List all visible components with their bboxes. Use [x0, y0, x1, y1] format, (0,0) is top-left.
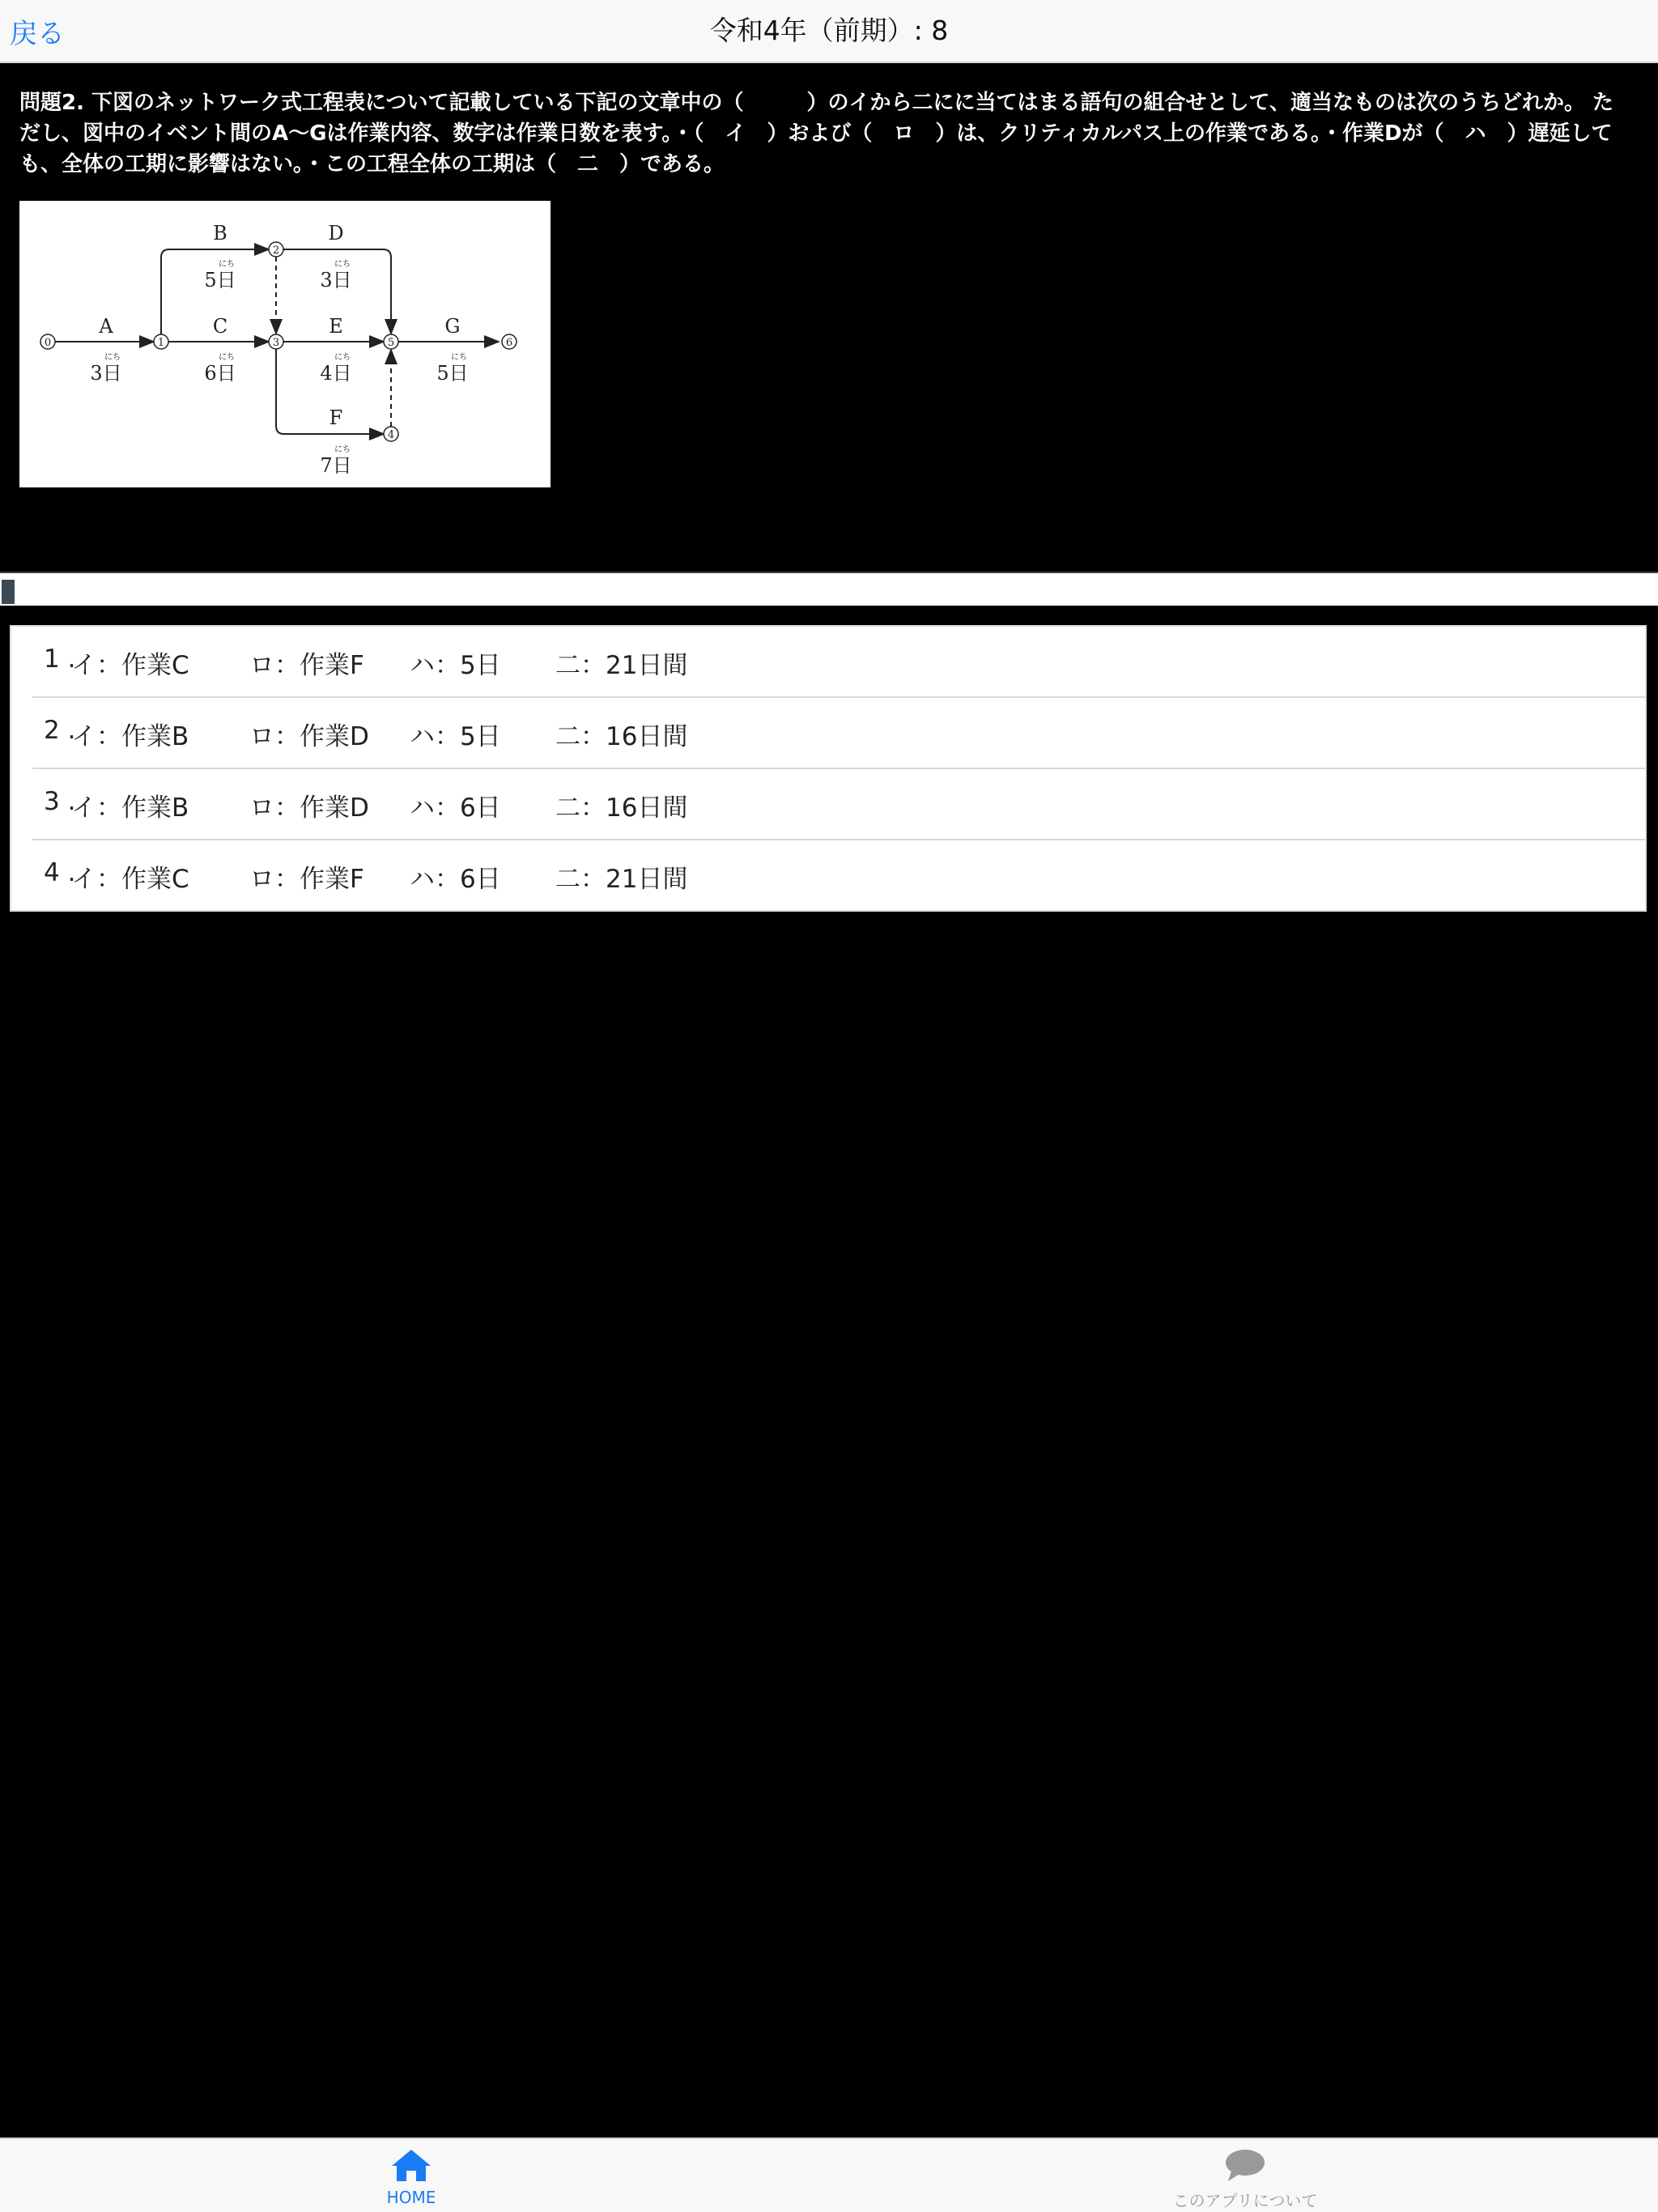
activity-d-days: 3日: [320, 269, 352, 291]
activity-c-label: C: [212, 315, 228, 338]
node-1-label: 1: [157, 337, 165, 349]
question-text: 問題2. 下図のネットワーク式工程表について記載している下記の文章中の（ ）のイから二にに当てはまる語句の組合せとして、適当なものは次のうちどれか。 ただし、図中のイベント間のA～Gは作業内容、数字は作業日数を表す。・（ イ ）および（ ロ ）は、クリティカルパス上の作業である。・作業Dが（ ハ ）遅延しても、全体の工期に影響はない。・この工程全体の工期は（ 二 ）である。: [19, 91, 1614, 177]
activity-a-days: 3日: [90, 362, 122, 385]
choice-number: 1 .: [44, 644, 76, 674]
activity-c-days: 6日: [204, 362, 236, 385]
choice-number: 4 .: [44, 858, 76, 887]
ruby-d: にち: [334, 260, 351, 269]
activity-f-label: F: [329, 406, 343, 429]
choice-i: イ：作業B: [71, 793, 189, 823]
activity-f-days: 7日: [320, 454, 352, 477]
choice-ro: ロ：作業F: [249, 865, 364, 894]
tab-bar: [0, 2138, 1658, 2212]
tab-about-label: このアプリについて: [1172, 2191, 1318, 2210]
node-4-label: 4: [387, 429, 395, 441]
choice-4[interactable]: [32, 840, 1645, 910]
choice-3[interactable]: [32, 769, 1645, 840]
choice-list: [10, 625, 1647, 912]
ruby-b: にち: [219, 260, 235, 269]
chat-bubble-icon: [1223, 2147, 1267, 2183]
activity-e-label: E: [329, 315, 343, 338]
activity-g-days: 5日: [436, 362, 469, 385]
choice-i: イ：作業C: [71, 865, 189, 894]
choice-ni: 二：16日間: [555, 722, 688, 751]
ruby-e: にち: [334, 353, 351, 362]
ruby-g: にち: [451, 353, 467, 362]
home-icon: [389, 2147, 433, 2183]
choice-ni: 二：21日間: [555, 651, 688, 680]
choice-ha: ハ：5日: [410, 651, 501, 680]
network-diagram: [19, 201, 551, 487]
nav-bar: [0, 0, 1658, 63]
node-0-label: 0: [44, 337, 52, 349]
choice-2[interactable]: [32, 698, 1645, 769]
node-3-label: 3: [272, 337, 280, 349]
choice-number: 3 .: [44, 787, 76, 816]
activity-b-days: 5日: [204, 269, 236, 291]
activity-g-label: G: [444, 315, 461, 338]
choice-ro: ロ：作業F: [249, 651, 364, 680]
answer-input-bar[interactable]: [0, 572, 1658, 606]
page-title: 令和4年（前期）: 8: [709, 15, 949, 46]
activity-a-label: A: [99, 315, 113, 338]
choice-ro: ロ：作業D: [249, 722, 369, 751]
choice-i: イ：作業B: [71, 722, 189, 751]
node-2-label: 2: [272, 245, 280, 257]
tab-about[interactable]: [1148, 2147, 1342, 2211]
ruby-c: にち: [219, 353, 235, 362]
ruby-a: にち: [104, 353, 121, 362]
node-5-label: 5: [387, 337, 395, 349]
choice-ha: ハ：6日: [410, 793, 501, 823]
choice-ni: 二：21日間: [555, 865, 688, 894]
text-caret: [2, 580, 15, 604]
ruby-f: にち: [334, 445, 351, 454]
activity-e-days: 4日: [320, 362, 352, 385]
choice-ha: ハ：5日: [410, 722, 501, 751]
choice-1[interactable]: [32, 627, 1645, 698]
activity-d-label: D: [328, 222, 344, 245]
choice-ni: 二：16日間: [555, 793, 688, 823]
tab-home[interactable]: [314, 2147, 508, 2207]
choice-i: イ：作業C: [71, 651, 189, 680]
tab-home-label: HOME: [386, 2188, 436, 2207]
choice-ha: ハ：6日: [410, 865, 501, 894]
choice-ro: ロ：作業D: [249, 793, 369, 823]
activity-b-label: B: [213, 222, 227, 245]
back-button[interactable]: 戻る: [10, 18, 65, 50]
choice-number: 2 .: [44, 716, 76, 745]
node-6-label: 6: [505, 337, 513, 349]
